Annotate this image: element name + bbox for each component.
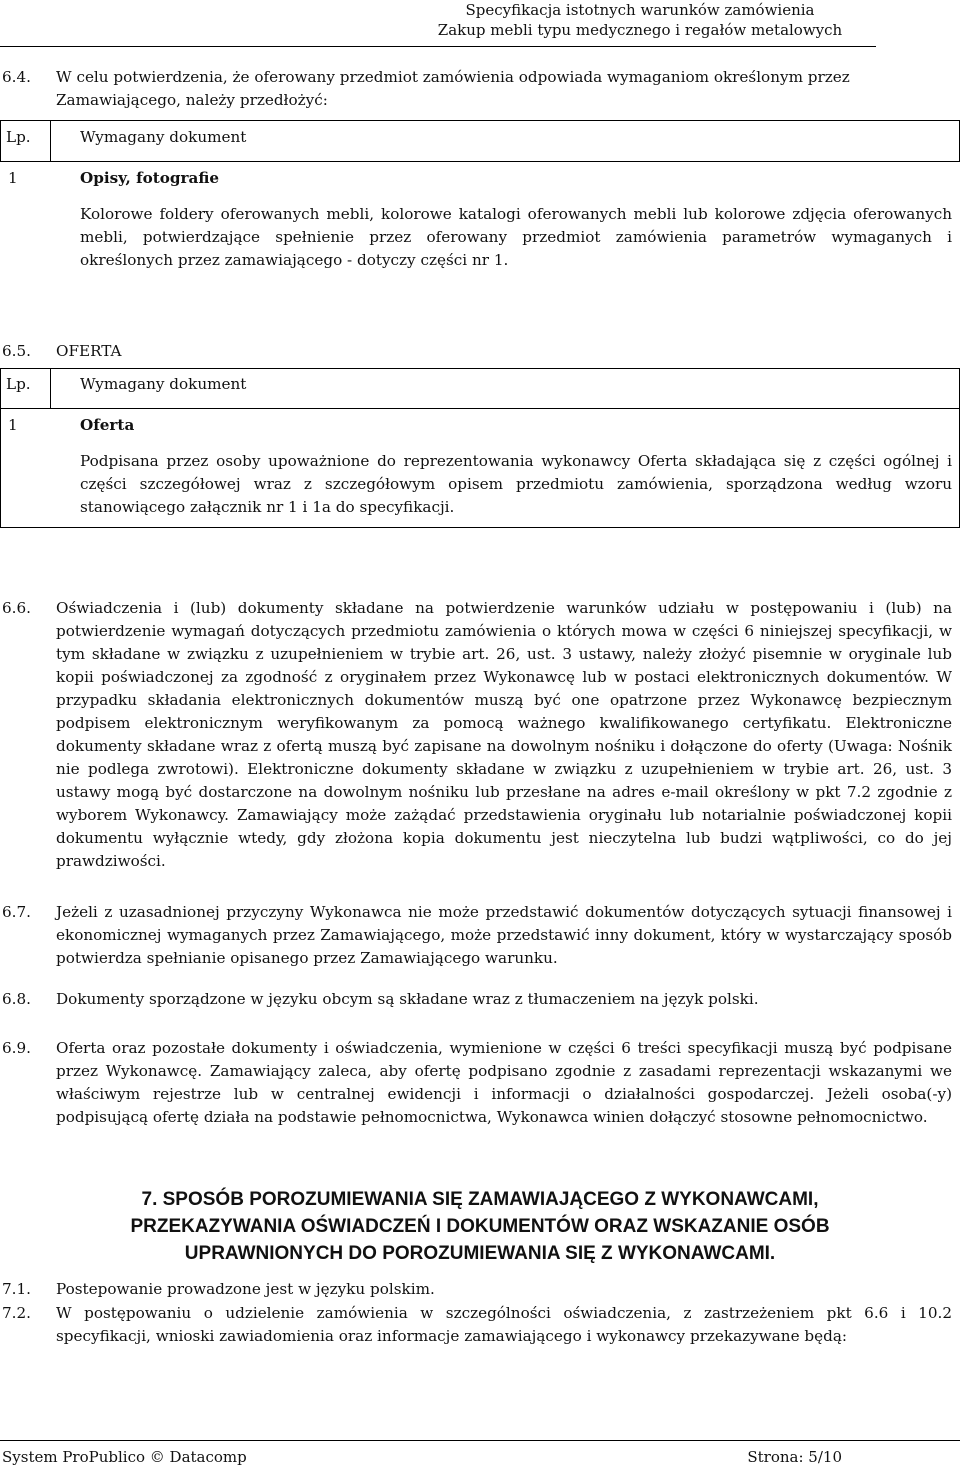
section-7-heading-line1: 7. SPOSÓB POROZUMIEWANIA SIĘ ZAMAWIAJĄCEGO Z WYKONAWCAMI, xyxy=(141,1189,819,1210)
table-6-4-row-title: Opisy, fotografie xyxy=(80,169,220,187)
section-6-7-number: 6.7. xyxy=(2,903,31,921)
table-6-5-header-divider xyxy=(0,408,960,409)
section-7-2-text: W postępowaniu o udzielenie zamówienia w szczególności oświadczenia, z zastrzeżeniem pkt 6.6 i 10.2 specyfikacji, wnioski zawiadomienia oraz informacje zamawiającego i wykonawcy przekazywane będą: xyxy=(56,1304,952,1345)
section-6-5-title: OFERTA xyxy=(56,342,122,360)
section-6-6-number: 6.6. xyxy=(2,599,31,617)
footer-system-name: System ProPublico © Datacomp xyxy=(2,1448,247,1466)
section-6-7-text: Jeżeli z uzasadnionej przyczyny Wykonawca nie może przedstawić dokumentów dotyczących sytuacji finansowej i ekonomicznej wymaganych przez Zamawiającego, może przedstawić inny dokument, który w wystarczający sposób potwierdza spełnianie opisanego przez Zamawiającego warunku. xyxy=(56,903,952,967)
document-header xyxy=(400,0,880,40)
footer-page-number: Strona: 5/10 xyxy=(747,1448,842,1466)
section-6-4-intro-line2: Zamawiającego, należy przedłożyć: xyxy=(56,91,328,109)
section-6-6-text: Oświadczenia i (lub) dokumenty składane na potwierdzenie warunków udziału w postępowaniu i (lub) na potwierdzenie wymagań dotyczących przedmiotu zamówienia o których mowa w części 6 niniejszej specyfikacji, w tym składane w związku z uzupełnieniem w trybie art. 26, ust. 3 ustawy, należy złożyć pisemnie w oryginale lub kopii poświadczonej za zgodność z oryginałem przez Wykonawcę lub w postaci elektronicznych dokumentów. W przypadku składania elektronicznych dokumentów muszą być one opatrzone przez Wykonawcę bezpiecznym podpisem elektronicznym weryfikowanym za pomocą ważnego kwalifikowanego certyfikatu. Elektroniczne dokumenty składane wraz z ofertą muszą być zapisane na dowolnym nośniku i dołączone do oferty (Uwaga: Nośnik nie podlega zwrotowi). Elektroniczne dokumenty składane w związku z uzupełnieniem w trybie art. 26, ust. 3 ustawy mogą być dostarczone na dowolnym nośniku lub przesłane na adres e-mail określony w pkt 7.2 zgodnie z wyborem Wykonawcy. Zamawiający może zażądać przedstawienia oryginału lub notarialnie poświadczonej kopii dokumentu wyłącznie wtedy, gdy złożona kopia dokumentu jest nieczytelna lub budzi wątpliwości, co do jej prawdziwości. xyxy=(56,599,952,870)
table-6-4-col-doc: Wymagany dokument xyxy=(80,128,247,146)
section-7-heading-line3: UPRAWNIONYCH DO POROZUMIEWANIA SIĘ Z WYKONAWCAMI. xyxy=(184,1243,776,1264)
table-6-5-col-doc: Wymagany dokument xyxy=(80,375,247,393)
footer-divider xyxy=(0,1440,960,1441)
table-6-4-row-lp: 1 xyxy=(8,169,18,187)
table-6-4-column-divider xyxy=(50,120,51,162)
section-6-4-intro-line1: W celu potwierdzenia, że oferowany przedmiot zamówienia odpowiada wymaganiom określonym przez xyxy=(56,68,850,86)
header-title-line2: Zakup mebli typu medycznego i regałów metalowych xyxy=(437,21,843,39)
section-7-1-text: Postepowanie prowadzone jest w języku polskim. xyxy=(56,1280,435,1298)
table-6-5-column-divider xyxy=(50,368,51,408)
table-6-4-col-lp: Lp. xyxy=(6,128,31,146)
section-7-heading-line2: PRZEKAZYWANIA OŚWIADCZEŃ I DOKUMENTÓW ORAZ WSKAZANIE OSÓB xyxy=(130,1216,830,1237)
section-7-2-number: 7.2. xyxy=(2,1304,31,1322)
table-6-4-row-description: Kolorowe foldery oferowanych mebli, kolorowe katalogi oferowanych mebli lub kolorowe zdjęcia oferowanych mebli, potwierdzające spełnienie przez oferowany przedmiot zamówienia parametrów wymaganych i określonych przez zamawiającego - dotyczy części nr 1. xyxy=(80,205,952,269)
table-6-5-row-lp: 1 xyxy=(8,416,18,434)
table-6-5-row-description: Podpisana przez osoby upoważnione do reprezentowania wykonawcy Oferta składająca się z części ogólnej i części szczegółowej wraz z szczegółowym opisem przedmiotu zamówienia, sporządzona według wzoru stanowiącego załącznik nr 1 i 1a do specyfikacji. xyxy=(80,452,952,516)
section-6-5-number: 6.5. xyxy=(2,342,31,360)
section-7-1-number: 7.1. xyxy=(2,1280,31,1298)
section-6-4-number: 6.4. xyxy=(2,68,31,86)
header-title-line1: Specyfikacja istotnych warunków zamówienia xyxy=(465,1,815,19)
section-6-9-number: 6.9. xyxy=(2,1039,31,1057)
section-6-8-text: Dokumenty sporządzone w języku obcym są składane wraz z tłumaczeniem na język polski. xyxy=(56,990,759,1008)
section-6-8-number: 6.8. xyxy=(2,990,31,1008)
table-6-5-col-lp: Lp. xyxy=(6,375,31,393)
table-6-5-row-title: Oferta xyxy=(80,416,135,434)
header-divider xyxy=(0,46,876,47)
section-6-9-text: Oferta oraz pozostałe dokumenty i oświadczenia, wymienione w części 6 treści specyfikacji muszą być podpisane przez Wykonawcę. Zamawiający zaleca, aby ofertę podpisano zgodnie z zasadami reprezentacji wskazanymi we właściwym rejestrze lub w centralnej ewidencji i informacji o działalności gospodarczej. Jeżeli osoba(-y) podpisującą ofertę działa na podstawie pełnomocnictwa, Wykonawca winien dołączyć stosowne pełnomocnictwo. xyxy=(56,1039,952,1126)
